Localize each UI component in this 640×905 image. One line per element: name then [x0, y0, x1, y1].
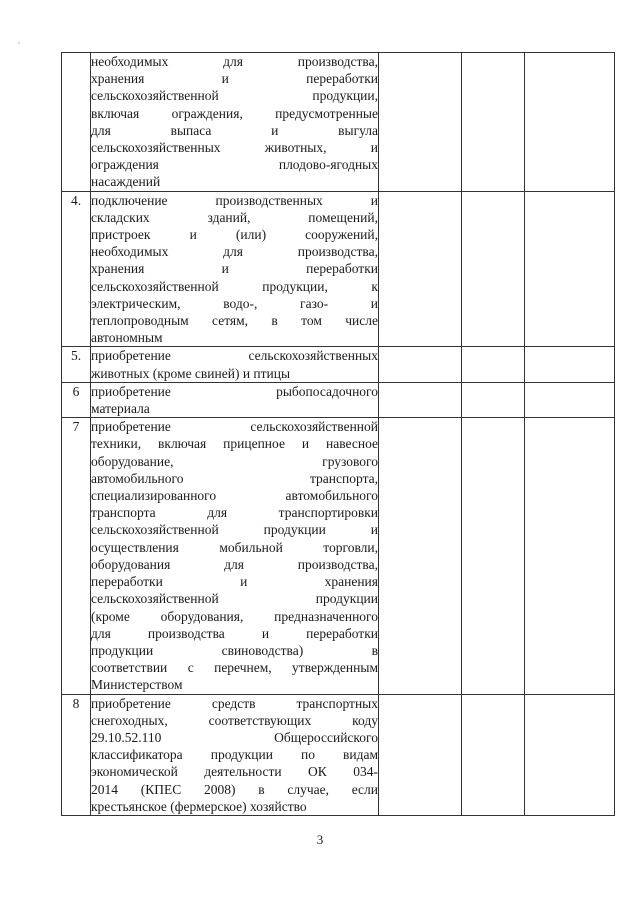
- description-line: складских зданий, помещений,: [91, 209, 378, 225]
- description-line: транспорта для транспортировки: [91, 505, 378, 521]
- description-line: животных (кроме свиней) и птицы: [91, 365, 291, 381]
- row-description-cell: [91, 191, 379, 347]
- empty-cell-col5: [525, 694, 615, 815]
- description-line: автономным: [91, 330, 163, 346]
- empty-cell-col3: [379, 694, 462, 815]
- empty-cell-col3: [379, 347, 462, 382]
- empty-cell-col3: [379, 53, 462, 192]
- description-line: оборудования для производства,: [91, 556, 378, 572]
- empty-cell-col5: [525, 347, 615, 382]
- description-line: подключение производственных и: [91, 192, 378, 208]
- description-line: включая ограждения, предусмотренные: [91, 105, 378, 121]
- description-line: приобретение средств транспортных: [91, 695, 378, 711]
- description-line: насаждений: [91, 174, 161, 190]
- empty-cell-col3: [379, 418, 462, 694]
- description-line: продукции свиноводства) в: [91, 642, 378, 658]
- row-number-cell: 8: [62, 694, 91, 815]
- description-line: приобретение сельскохозяйственной: [91, 419, 378, 435]
- scan-mark: ,: [18, 36, 20, 45]
- description-line: необходимых для производства,: [91, 54, 378, 69]
- page-number: 3: [316, 832, 324, 847]
- description-line: сельскохозяйственной продукции и: [91, 522, 378, 538]
- row-number-cell: 7: [62, 418, 91, 694]
- empty-cell-col4: [462, 418, 525, 694]
- description-line: необходимых для производства,: [91, 244, 378, 260]
- empty-cell-col5: [525, 418, 615, 694]
- description-line: хранения и переработки: [91, 71, 378, 87]
- description-line: соответствии с перечнем, утвержденным: [91, 660, 378, 676]
- description-line: хранения и переработки: [91, 261, 378, 277]
- table-row: [62, 418, 615, 694]
- description-line: материала: [91, 401, 150, 417]
- table-row: [62, 53, 615, 192]
- empty-cell-col4: [462, 382, 525, 417]
- row-description-cell: [91, 53, 379, 192]
- description-line: автомобильного транспорта,: [91, 470, 378, 486]
- description-line: ограждения плодово-ягодных: [91, 157, 378, 173]
- description-line: Министерством: [91, 677, 183, 693]
- empty-cell-col5: [525, 191, 615, 347]
- row-number-cell: 4.: [62, 191, 91, 347]
- description-line: для выпаса и выгула: [91, 122, 378, 138]
- description-line: сельскохозяйственной продукции,: [91, 88, 378, 104]
- row-description-cell: [91, 418, 379, 694]
- description-line: пристроек и (или) сооружений,: [91, 227, 378, 243]
- expense-table: [61, 52, 615, 816]
- description-line: сельскохозяйственной продукции: [91, 591, 378, 607]
- table-row: [62, 347, 615, 382]
- description-line: переработки и хранения: [91, 574, 378, 590]
- table-row: [62, 191, 615, 347]
- description-line: 29.10.52.110 Общероссийского: [91, 729, 378, 745]
- empty-cell-col4: [462, 347, 525, 382]
- row-description-cell: [91, 694, 379, 815]
- row-number-cell: [62, 53, 91, 192]
- description-line: сельскохозяйственных животных, и: [91, 140, 378, 156]
- description-line: приобретение сельскохозяйственных: [91, 348, 378, 364]
- description-line: приобретение рыбопосадочного: [91, 383, 378, 399]
- row-number-cell: 6: [62, 382, 91, 417]
- description-line: (кроме оборудования, предназначенного: [91, 608, 378, 624]
- description-line: классификатора продукции по видам: [91, 747, 378, 763]
- description-line: оборудование, грузового: [91, 453, 378, 469]
- table-row: [62, 382, 615, 417]
- description-line: осуществления мобильной торговли,: [91, 539, 378, 555]
- description-line: электрическим, водо-, газо- и: [91, 295, 378, 311]
- table-body: [62, 53, 615, 816]
- description-line: специализированного автомобильного: [91, 488, 378, 504]
- empty-cell-col4: [462, 694, 525, 815]
- table-row: [62, 694, 615, 815]
- description-line: для производства и переработки: [91, 625, 378, 641]
- description-line: 2014 (КПЕС 2008) в случае, если: [91, 781, 378, 797]
- description-line: сельскохозяйственной продукции, к: [91, 278, 378, 294]
- description-line: крестьянское (фермерское) хозяйство: [91, 798, 307, 814]
- description-line: экономической деятельности ОК 034-: [91, 764, 378, 780]
- description-line: теплопроводным сетям, в том числе: [91, 313, 378, 329]
- empty-cell-col3: [379, 191, 462, 347]
- empty-cell-col4: [462, 53, 525, 192]
- description-line: снегоходных, соответствующих коду: [91, 712, 378, 728]
- empty-cell-col5: [525, 53, 615, 192]
- empty-cell-col4: [462, 191, 525, 347]
- row-description-cell: [91, 347, 379, 382]
- row-number-cell: 5.: [62, 347, 91, 382]
- empty-cell-col3: [379, 382, 462, 417]
- description-line: техники, включая прицепное и навесное: [91, 436, 378, 452]
- row-description-cell: [91, 382, 379, 417]
- empty-cell-col5: [525, 382, 615, 417]
